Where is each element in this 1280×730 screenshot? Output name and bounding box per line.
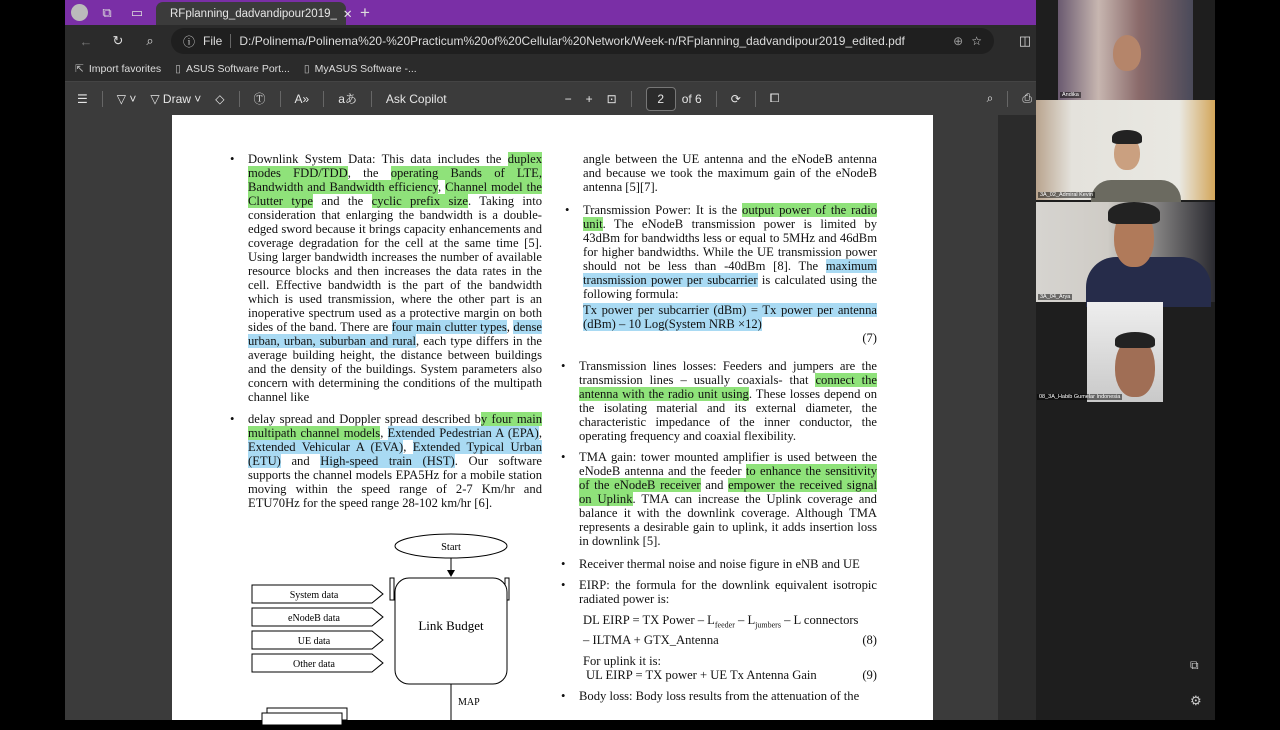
bullet: • bbox=[561, 450, 566, 464]
screen-share-icon[interactable]: ⧉ bbox=[1190, 658, 1199, 672]
zoom-out-icon[interactable]: − bbox=[564, 91, 572, 106]
video-tile[interactable] bbox=[1036, 100, 1215, 200]
video-tile[interactable] bbox=[1058, 0, 1193, 100]
text-run: . Taking into consideration that enlarging the bandwidth is a double-edged sword because it brings capacity enhancements and coverage degradation for the cell at the same time [5]. Using larger bandwidth increases the number of available resource blocks and then increases the data rates in the cell. Effective bandwidth is the part of the bandwidth which is used transmission, where the other part is an inoperative spectrum used as a protective margin on both sides of the band. There are bbox=[248, 194, 543, 334]
text-box-icon[interactable]: Ⓣ bbox=[253, 92, 266, 106]
text-run: and bbox=[280, 454, 321, 468]
text-run: EIRP: the formula for the downlink equivalent isotropic radiated power is: bbox=[579, 578, 877, 606]
eraser-icon[interactable]: ◇ bbox=[215, 91, 225, 106]
formula-9 bbox=[583, 668, 877, 682]
start-label: Start bbox=[441, 542, 461, 553]
highlight-icon[interactable]: ▽ ˅ bbox=[116, 91, 137, 106]
text-run: , each type differs in the average building height, the distance between buildings and the density of the buildings. System parameters also concern with determining the conditions of the multipath channel like bbox=[248, 334, 542, 404]
highlighted-text: cyclic prefix size bbox=[371, 194, 469, 208]
paragraph-text bbox=[583, 152, 877, 194]
highlighted-text: y four main multipath channel models bbox=[248, 412, 542, 440]
collections-icon[interactable]: ⧉ bbox=[102, 4, 112, 20]
flowchart bbox=[252, 530, 552, 730]
paragraph-body-loss bbox=[561, 688, 877, 703]
formula-text: – L connectors bbox=[780, 613, 859, 627]
paragraph-text bbox=[579, 689, 859, 703]
text-run: delay spread and Doppler spread described b bbox=[248, 412, 481, 426]
link-budget-label: Link Budget bbox=[418, 618, 484, 633]
favorite-import[interactable] bbox=[75, 63, 161, 75]
divider bbox=[230, 34, 231, 48]
output-box bbox=[262, 713, 342, 725]
highlighted-text: dense urban, urban, suburban and rural bbox=[248, 320, 543, 348]
paragraph-delay-spread bbox=[230, 412, 543, 510]
page-number-input[interactable]: 2 bbox=[646, 87, 676, 111]
paragraph-text bbox=[579, 557, 860, 571]
profile-avatar[interactable] bbox=[71, 4, 88, 21]
search-icon[interactable]: ⌕ bbox=[146, 33, 154, 48]
divider bbox=[102, 91, 103, 107]
input-label: UE data bbox=[297, 636, 331, 647]
paragraph-eirp bbox=[561, 578, 877, 606]
text-run: , bbox=[538, 426, 542, 440]
bullet: • bbox=[230, 412, 235, 426]
highlighted-text: duplex modes FDD/TDD bbox=[248, 152, 542, 180]
text-run: , bbox=[506, 320, 514, 334]
video-tile[interactable] bbox=[1036, 202, 1215, 302]
text-run: , the bbox=[347, 166, 391, 180]
import-icon: ⇱ bbox=[75, 63, 84, 75]
tab-actions-icon[interactable]: ▭ bbox=[130, 4, 144, 20]
bullet: • bbox=[561, 557, 566, 571]
formula-line bbox=[583, 613, 877, 633]
close-tab-icon[interactable]: ✕ bbox=[342, 8, 353, 21]
paragraph-continuation bbox=[583, 152, 877, 194]
text-run: . Our software supports the channel models EPA5Hz for a mobile station moving within the speed range of 2-7 Km/hr and ETU70Hz for the speed range 28-102 km/hr [6]. bbox=[248, 454, 542, 510]
favorite-star-icon[interactable]: ☆ bbox=[971, 34, 982, 48]
paragraph-tx-power bbox=[565, 203, 877, 301]
highlighted-text: maximum transmission power per subcarrier bbox=[583, 259, 877, 287]
highlighted-text: operating Bands of LTE, Bandwidth and Bandwidth efficiency bbox=[248, 166, 542, 194]
divider bbox=[371, 91, 372, 107]
text-run: and bbox=[700, 478, 729, 492]
address-bar[interactable] bbox=[171, 28, 994, 54]
bullet: • bbox=[561, 688, 566, 703]
rotate-icon[interactable]: ⟳ bbox=[730, 91, 741, 106]
bullet: • bbox=[565, 203, 570, 217]
highlighted-text: connect the antenna with the radio unit using bbox=[579, 373, 877, 401]
participant-name: 3A_02_Admiral Kevin bbox=[1040, 192, 1093, 198]
arrow-icon bbox=[447, 570, 455, 577]
highlighted-text: Extended Pedestrian A (EPA) bbox=[387, 426, 539, 440]
text-run: TMA gain: tower mounted amplifier is used between the eNodeB antenna and the feeder bbox=[579, 450, 877, 478]
translate-icon[interactable]: aあ bbox=[338, 92, 357, 106]
url-text[interactable]: D:/Polinema/Polinema%20-%20Practicum%20of%20Cellular%20Network/Week-n/RFplanning_dadvandipour2019_edited.pdf bbox=[239, 34, 905, 48]
draw-button[interactable]: ▽ Draw ˅ bbox=[150, 91, 202, 106]
divider bbox=[323, 91, 324, 107]
formula-text: Tx power per subcarrier (dBm) = Tx power per antenna (dBm) – 10 Log(System NRB ×12) bbox=[583, 303, 877, 331]
contents-icon[interactable]: ☰ bbox=[77, 91, 88, 106]
paragraph-text bbox=[583, 203, 877, 301]
page-icon: ▯ bbox=[175, 63, 181, 75]
pdf-page bbox=[172, 115, 933, 720]
bullet: • bbox=[561, 359, 566, 373]
subscript: jumbers bbox=[755, 620, 781, 630]
text-run: . These losses depend on the isolating material and its external diameter, the characteristic impedance of the inner conductor, the operating frequency and coaxial flexibility. bbox=[579, 387, 877, 443]
favorite-label: Import favorites bbox=[88, 63, 162, 75]
page-icon: ▯ bbox=[303, 63, 310, 75]
page-view-icon[interactable]: ⧠ bbox=[769, 91, 780, 105]
back-icon[interactable]: ← bbox=[79, 33, 93, 49]
divider bbox=[755, 91, 756, 107]
divider bbox=[280, 91, 281, 107]
divider bbox=[1007, 91, 1008, 107]
favorite-label: ASUS Software Port... bbox=[185, 63, 290, 75]
favorite-label: MyASUS Software -... bbox=[314, 63, 417, 75]
tab-pdf[interactable] bbox=[156, 2, 353, 25]
zoom-icon[interactable]: ⊕ bbox=[953, 34, 964, 48]
highlighted-text: High-speed train (HST) bbox=[320, 454, 455, 468]
text-run: Transmission lines losses: Feeders and jumpers are the transmission lines – usually coaxials- that bbox=[579, 359, 877, 387]
input-label: Other data bbox=[293, 659, 335, 670]
tab-title: RFplanning_dadvandipour2019_ bbox=[170, 7, 337, 20]
fit-width-icon[interactable]: ⊡ bbox=[606, 91, 617, 106]
equation-number: (9) bbox=[862, 667, 877, 682]
paragraph-text bbox=[579, 450, 877, 548]
map-label: MAP bbox=[458, 697, 480, 708]
favorites-bar bbox=[65, 57, 1036, 82]
highlighted-text: four main clutter types bbox=[391, 320, 507, 334]
divider bbox=[716, 91, 717, 107]
paragraph-tma bbox=[561, 450, 877, 548]
participant-name: 3A_04_Arya bbox=[1040, 294, 1071, 300]
bullet: • bbox=[230, 152, 235, 166]
paragraph-text bbox=[248, 152, 542, 404]
input-label: eNodeB data bbox=[288, 613, 340, 624]
highlighted-text: output power of the radio unit bbox=[583, 203, 877, 231]
paragraph-text bbox=[248, 412, 542, 510]
page-count: of 6 bbox=[681, 91, 702, 106]
text-run: Downlink System Data: This data includes the bbox=[248, 152, 508, 166]
split-screen-icon[interactable]: ◫ bbox=[1018, 33, 1032, 48]
equation-number: (7) bbox=[862, 331, 877, 345]
print-icon[interactable]: ⎙ bbox=[1022, 91, 1032, 105]
formula-text: UL EIRP = TX power + UE Tx Antenna Gain bbox=[586, 667, 817, 682]
paragraph-tx-lines bbox=[561, 359, 877, 443]
formula-7 bbox=[583, 303, 877, 331]
highlighted-text: to enhance the sensitivity of the eNodeB receiver bbox=[579, 464, 877, 492]
formula-8 bbox=[583, 613, 877, 647]
draw-label: Draw bbox=[162, 91, 191, 106]
file-label: File bbox=[203, 34, 223, 48]
divider bbox=[631, 91, 632, 107]
text-run: , bbox=[380, 426, 388, 440]
text-run: Receiver thermal noise and noise figure in eNB and UE bbox=[579, 557, 860, 571]
formula-text: – L bbox=[734, 613, 756, 627]
highlighted-text: Extended Vehicular A (EVA) bbox=[248, 440, 404, 454]
divider bbox=[239, 91, 240, 107]
read-aloud-icon[interactable]: A» bbox=[294, 91, 310, 106]
paragraph-text bbox=[579, 578, 877, 606]
participant-name: Andika bbox=[1062, 92, 1079, 98]
favorite-asus-portal[interactable] bbox=[175, 63, 290, 75]
subscript: feeder bbox=[714, 620, 735, 630]
highlighted-text: empower the received signal on Uplink bbox=[579, 478, 877, 506]
formula-text: DL EIRP = TX Power – L bbox=[583, 613, 715, 627]
text-run: is calculated using the following formula: bbox=[583, 273, 877, 301]
favorite-myasus[interactable] bbox=[304, 63, 417, 75]
input-label: System data bbox=[289, 590, 339, 601]
refresh-icon[interactable]: ↻ bbox=[112, 33, 124, 48]
right-column bbox=[561, 152, 877, 710]
text-run: , bbox=[438, 180, 446, 194]
participant-name: 08_3A_Habib Gumelar Indonesia bbox=[1039, 394, 1121, 400]
pdf-toolbar bbox=[65, 82, 1036, 115]
highlighted-text: Channel model the Clutter type bbox=[248, 180, 542, 208]
bullet: • bbox=[561, 578, 566, 592]
text-run: Transmission Power: It is the bbox=[583, 203, 743, 217]
text-run: Body loss: Body loss results from the attenuation of the bbox=[579, 688, 860, 703]
settings-icon[interactable]: ⚙ bbox=[1190, 693, 1202, 708]
formula-line bbox=[583, 633, 877, 647]
left-column bbox=[230, 152, 543, 517]
video-participants-panel bbox=[1036, 0, 1215, 720]
text-run: , bbox=[403, 440, 413, 454]
paragraph-noise bbox=[561, 557, 877, 571]
find-icon[interactable]: ⌕ bbox=[986, 91, 994, 105]
new-tab-icon[interactable]: + bbox=[360, 2, 370, 22]
info-icon[interactable]: ⓘ bbox=[183, 34, 196, 49]
tab-bar bbox=[65, 0, 1036, 25]
paragraph-downlink bbox=[230, 152, 543, 404]
ask-copilot-button[interactable]: Ask Copilot bbox=[385, 91, 447, 106]
paragraph-text bbox=[579, 359, 877, 443]
participant-face bbox=[1113, 35, 1141, 71]
address-bar-row bbox=[65, 25, 1036, 57]
equation-number: (8) bbox=[862, 632, 877, 647]
text-run: and the bbox=[313, 194, 372, 208]
zoom-in-icon[interactable]: + bbox=[585, 91, 593, 106]
highlighted-text: Extended Typical Urban (ETU) bbox=[248, 440, 543, 468]
text-run: . The eNodeB transmission power is limited by 43dBm for bandwidths less or equal to 5MHz and 46dBm for higher bandwidths. While the UE transmission power should not be less than -40dBm [8]. The bbox=[583, 217, 877, 273]
text-run: . TMA can increase the Uplink coverage and balance it with the downlink coverage. Although TMA represents a desirable gain to uplink, it adds insertion loss in downlink [5]. bbox=[579, 492, 877, 548]
uplink-intro: For uplink it is: bbox=[583, 653, 662, 668]
text-run: angle between the UE antenna and the eNodeB antenna and because we took the maximum gain of the eNodeB antenna [5][7]. bbox=[583, 152, 877, 194]
video-tile[interactable] bbox=[1087, 302, 1163, 402]
side-strip bbox=[998, 115, 1036, 720]
formula-text: – ILTMA + GTX_Antenna bbox=[583, 632, 719, 647]
